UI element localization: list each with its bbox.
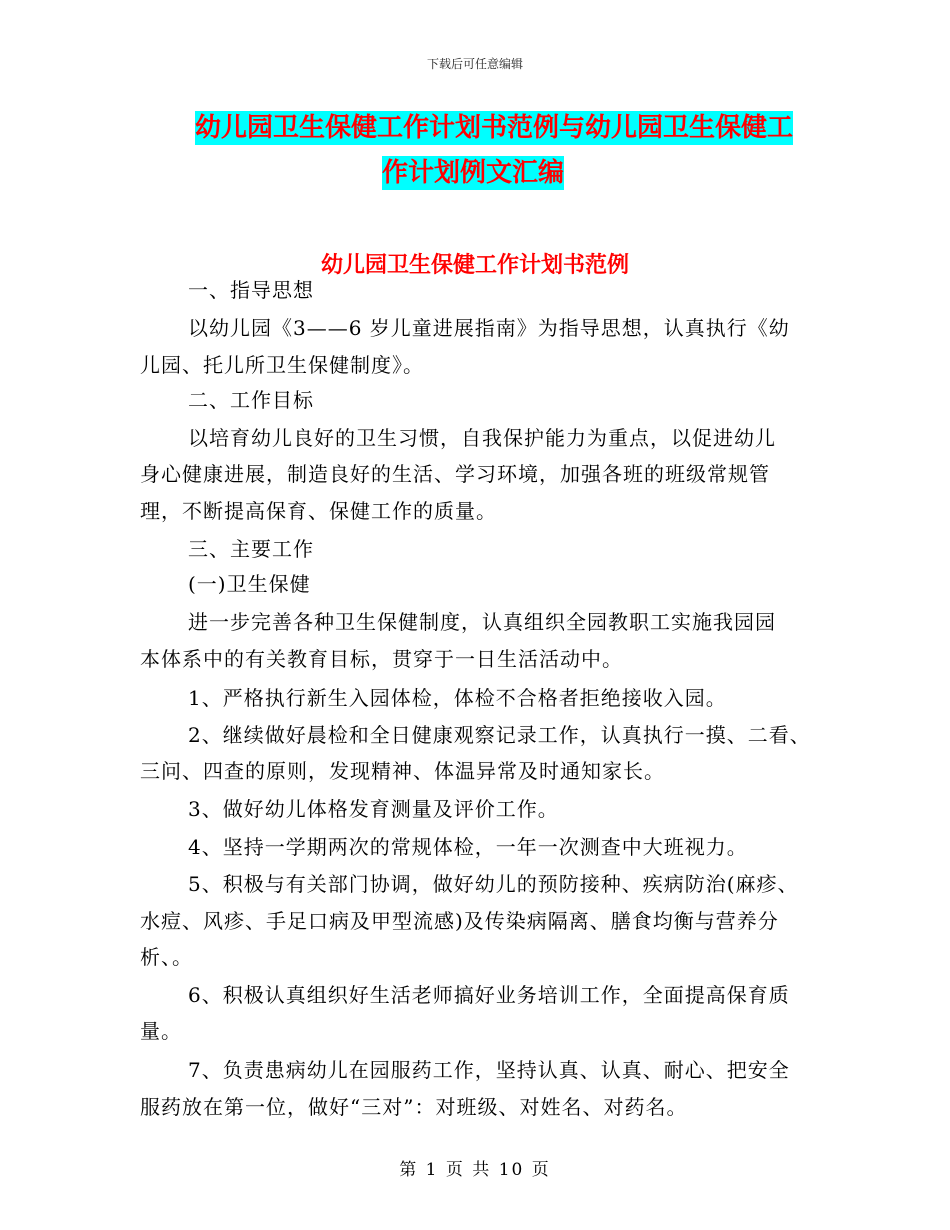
main-title-line-1: 幼儿园卫生保健工作计划书范例与幼儿园卫生保健工 bbox=[195, 113, 794, 143]
list-item: 5、积极与有关部门协调，做好幼儿的预防接种、疾病防治(麻疹、 bbox=[188, 872, 799, 896]
paragraph-line: 以培育幼儿良好的卫生习惯，自我保护能力为重点，以促进幼儿 bbox=[188, 426, 776, 450]
heading-main-work: 三、主要工作 bbox=[188, 537, 314, 561]
paragraph-line: 析、。 bbox=[140, 945, 193, 969]
list-item: 1、严格执行新生入园体检，体检不合格者拒绝接收入园。 bbox=[188, 686, 727, 710]
page-footer: 第 1 页 共 10 页 bbox=[399, 1160, 551, 1180]
list-item: 2、继续做好晨检和全日健康观察记录工作，认真执行一摸、二看、 bbox=[188, 723, 811, 747]
paragraph-line: 三问、四查的原则，发现精神、体温异常及时通知家长。 bbox=[140, 759, 665, 783]
paragraph-line: 本体系中的有关教育目标，贯穿于一日生活活动中。 bbox=[140, 647, 623, 671]
paragraph-line: 量。 bbox=[140, 1019, 182, 1043]
header-note: 下载后可任意编辑 bbox=[426, 57, 523, 71]
heading-guiding-thought: 一、指导思想 bbox=[188, 278, 314, 302]
main-title-line-2: 作计划例文汇编 bbox=[382, 158, 565, 188]
heading-work-goals: 二、工作目标 bbox=[188, 388, 314, 412]
paragraph-line: 以幼儿园《3——6 岁儿童进展指南》为指导思想，认真执行《幼 bbox=[188, 316, 790, 340]
list-item: 6、积极认真组织好生活老师搞好业务培训工作，全面提高保育质 bbox=[188, 983, 790, 1007]
section-title: 幼儿园卫生保健工作计划书范例 bbox=[320, 252, 629, 278]
paragraph-line: 理，不断提高保育、保健工作的质量。 bbox=[140, 499, 497, 523]
paragraph-line: 水痘、风疹、手足口病及甲型流感)及传染病隔离、膳食均衡与营养分 bbox=[140, 909, 779, 933]
paragraph-line: 进一步完善各种卫生保健制度，认真组织全园教职工实施我园园 bbox=[188, 610, 776, 634]
list-item: 4、坚持一学期两次的常规体检，一年一次测查中大班视力。 bbox=[188, 835, 748, 859]
paragraph-line: 服药放在第一位，做好“三对”：对班级、对姓名、对药名。 bbox=[140, 1095, 688, 1119]
list-item: 3、做好幼儿体格发育测量及评价工作。 bbox=[188, 797, 559, 821]
paragraph-line: 身心健康进展，制造良好的生活、学习环境，加强各班的班级常规管 bbox=[140, 462, 770, 486]
subheading-hygiene: (一)卫生保健 bbox=[188, 572, 311, 596]
list-item: 7、负责患病幼儿在园服药工作，坚持认真、认真、耐心、把安全 bbox=[188, 1058, 790, 1082]
paragraph-line: 儿园、托儿所卫生保健制度》。 bbox=[140, 353, 424, 377]
